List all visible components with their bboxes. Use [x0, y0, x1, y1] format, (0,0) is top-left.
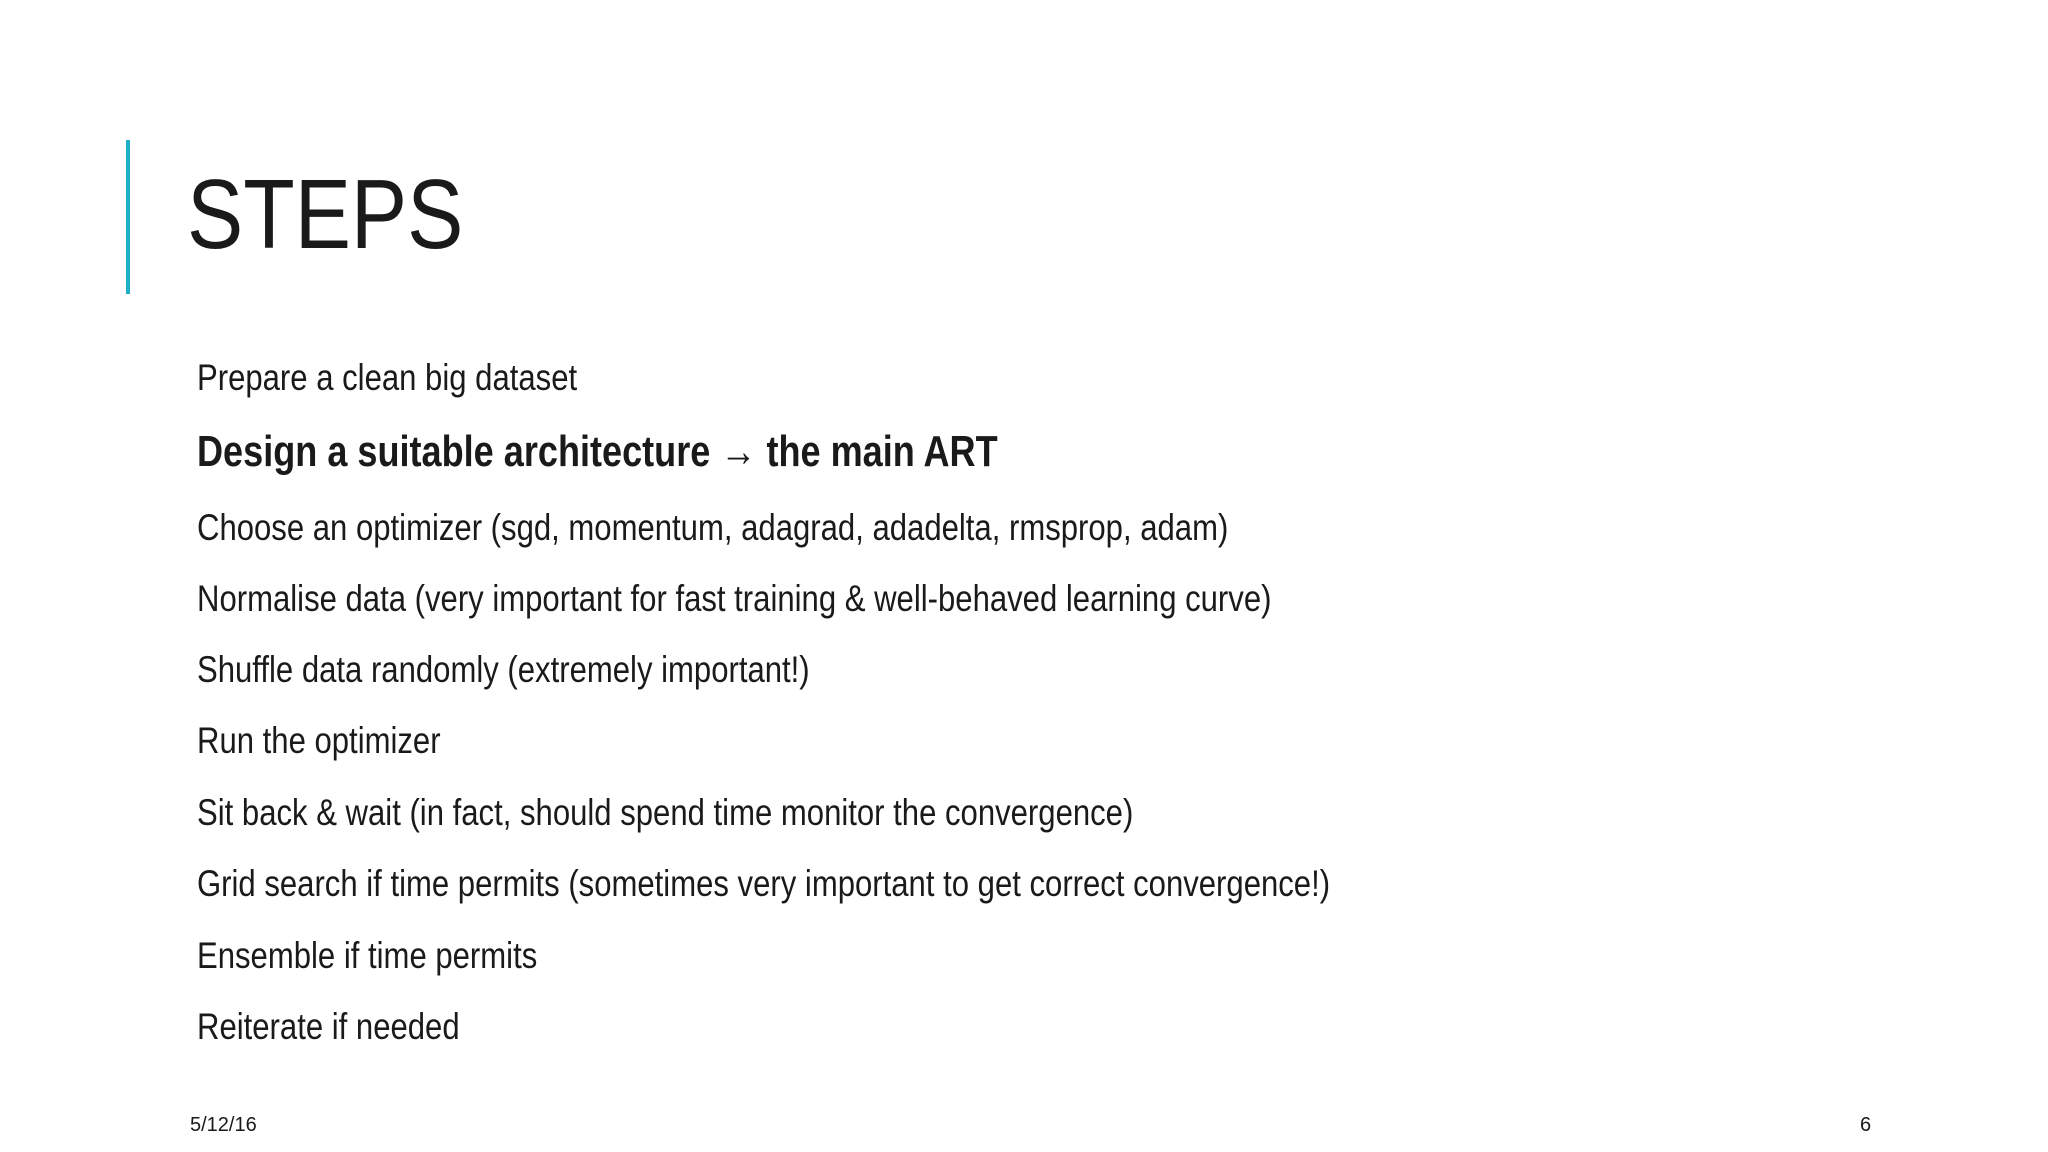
bullet-item: Shuffle data randomly (extremely important!)	[197, 649, 810, 690]
bullet-item: Choose an optimizer (sgd, momentum, adagrad, adadelta, rmsprop, adam)	[197, 507, 1229, 548]
footer-date: 5/12/16	[190, 1114, 257, 1136]
slide-title: STEPS	[187, 159, 464, 269]
title-accent-bar	[126, 140, 130, 294]
bullet-item: Prepare a clean big dataset	[197, 357, 578, 398]
bullet-item: Grid search if time permits (sometimes very important to get correct convergence!)	[197, 863, 1331, 904]
bullet-item: Ensemble if time permits	[197, 935, 538, 976]
bullet-item: Normalise data (very important for fast training & well-behaved learning curve)	[197, 578, 1272, 619]
bullet-item: Sit back & wait (in fact, should spend time monitor the convergence)	[197, 792, 1134, 833]
bullet-item-emphasized: Design a suitable architecture → the main ART	[197, 427, 998, 476]
bullet-item: Reiterate if needed	[197, 1006, 460, 1047]
footer-page-number: 6	[1860, 1114, 1872, 1136]
bullet-item: Run the optimizer	[197, 720, 441, 761]
